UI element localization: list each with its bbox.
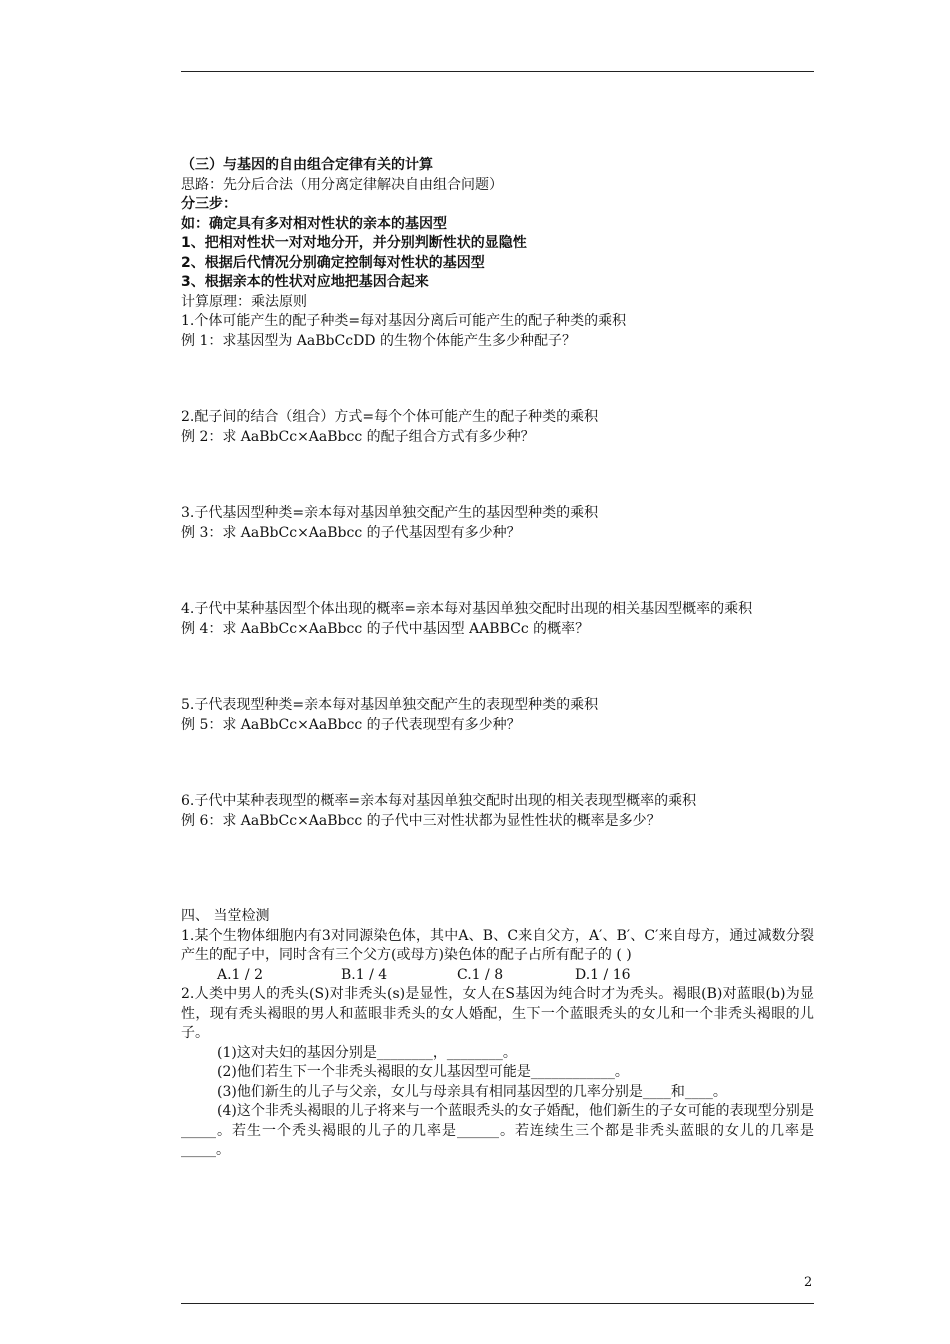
three-steps-label: 分三步： [181,196,237,212]
step-1: 1、把相对性状一对对地分开，并分别判断性状的显隐性 [181,235,527,251]
step-2: 2、根据后代情况分别确定控制每对性状的基因型 [181,254,485,271]
example-2: 例 2：求 AaBbCc×AaBbcc 的配子组合方式有多少种？ [181,428,535,445]
option-d: D.1 / 16 [575,966,631,983]
footer-rule [181,1303,814,1304]
option-c: C.1 / 8 [457,966,504,983]
idea-line: 思路：先分后合法（用分离定律解决自由组合问题） [181,176,503,193]
rule-6: 6.子代中某种表现型的概率=亲本每对基因单独交配时出现的相关表现型概率的乘积 [181,793,697,809]
option-b: B.1 / 4 [341,966,388,983]
section-title: （三）与基因的自由组合定律有关的计算 [181,157,433,173]
page-number: 2 [804,1275,813,1290]
question-1-options [181,966,814,986]
question-2-part-1: (1)这对夫妇的基因分别是________，________。 [217,1044,517,1061]
step-3: 3、根据亲本的性状对应地把基因合起来 [181,274,429,290]
example-1: 例 1：求基因型为 AaBbCcDD 的生物个体能产生多少种配子？ [181,332,576,349]
rule-3: 3.子代基因型种类=亲本每对基因单独交配产生的基因型种类的乘积 [181,505,599,521]
option-a: A.1 / 2 [217,966,263,983]
question-2-part-4: (4)这个非秃头褐眼的儿子将来与一个蓝眼秃头的女子婚配，他们新生的子女可能的表现型分别是_____。若生一个秃头褐眼的儿子的几率是______。若连续生三个都是非秃头蓝眼的女儿的几率是_____。 [181,1103,814,1158]
question-2: 2.人类中男人的秃头(S)对非秃头(s)是显性，女人在S基因为纯合时才为秃头。褐眼(B)对蓝眼(b)为显性，现有秃头褐眼的男人和蓝眼非秃头的女人婚配，生下一个蓝眼秃头的女儿和一个非秃头褐眼的儿子。 [181,986,814,1041]
check-title: 四、 当堂检测 [181,908,270,924]
question-2-part-3: (3)他们新生的儿子与父亲，女儿与母亲具有相同基因型的几率分别是____和____。 [217,1083,727,1100]
example-6: 例 6：求 AaBbCc×AaBbcc 的子代中三对性状都为显性性状的概率是多少？ [181,812,661,829]
header-rule [181,71,814,72]
steps-intro: 如：确定具有多对相对性状的亲本的基因型 [181,215,447,232]
rule-5: 5.子代表现型种类=亲本每对基因单独交配产生的表现型种类的乘积 [181,697,599,713]
example-4: 例 4：求 AaBbCc×AaBbcc 的子代中基因型 AABBCc 的概率？ [181,620,590,637]
rule-1: 1.个体可能产生的配子种类=每对基因分离后可能产生的配子种类的乘积 [181,313,627,329]
example-5: 例 5：求 AaBbCc×AaBbcc 的子代表现型有多少种？ [181,716,521,733]
example-3: 例 3：求 AaBbCc×AaBbcc 的子代基因型有多少种？ [181,524,521,541]
question-2-part-2: (2)他们若生下一个非秃头褐眼的女儿基因型可能是____________。 [217,1064,629,1080]
question-1: 1.某个生物体细胞内有3对同源染色体，其中A、B、C来自父方，A′、B′、C′来自母方，通过减数分裂产生的配子中，同时含有三个父方(或母方)染色体的配子占所有配子的 ( ) [181,927,814,963]
principle-line: 计算原理：乘法原则 [181,293,307,310]
rule-4: 4.子代中某种基因型个体出现的概率=亲本每对基因单独交配时出现的相关基因型概率的乘积 [181,601,753,617]
rule-2: 2.配子间的结合（组合）方式=每个个体可能产生的配子种类的乘积 [181,409,599,425]
document-body [181,156,814,1161]
